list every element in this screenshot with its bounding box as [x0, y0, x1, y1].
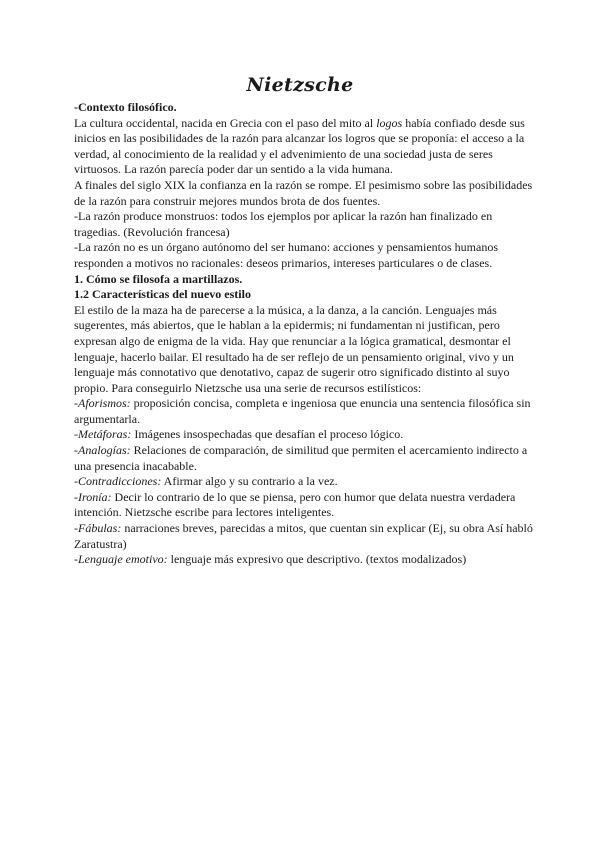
resource-term: -Aforismos: — [74, 396, 131, 411]
document-body — [74, 100, 536, 568]
resource-item — [74, 521, 536, 552]
resource-term: -Fábulas: — [74, 521, 122, 536]
resource-item — [74, 474, 536, 490]
resource-item — [74, 490, 536, 521]
resource-text: Imágenes insospechadas que desafían el proceso lógico. — [131, 427, 404, 442]
heading-martillazos: 1. Cómo se filosofa a martillazos. — [74, 271, 243, 286]
heading-contexto: -Contexto filosófico. — [74, 100, 177, 114]
paragraph-cultura-end: había confiado desde sus inicios en las posibilidades de la razón para alcanzar los logros que se proponía: el acceso a la verdad, al conocimiento de la realidad y el advenimiento de una sociedad justa de seres virtuosos. La razón parecía poder dar un sentido a la vida humana. — [74, 115, 525, 177]
resource-text: proposición concisa, completa e ingeniosa que enuncia una sentencia filosófica sin argumentarla. — [74, 396, 531, 426]
resource-text: narraciones breves, parecidas a mitos, que cuentan sin explicar (Ej, su obra Así habló Zaratustra) — [74, 521, 533, 551]
resource-text: Decir lo contrario de lo que se piensa, pero con humor que delata nuestra verdadera intención. Nietzsche escribe para lectores inteligentes. — [74, 489, 516, 520]
page-title: Nietzsche — [246, 74, 354, 96]
paragraph-organo: -La razón no es un órgano autónomo del ser humano: acciones y pensamientos humanos responden a motivos no racionales: deseos primarios, intereses particulares o de clases. — [74, 240, 499, 270]
resource-item — [74, 443, 536, 474]
resource-text: Afirmar algo y su contrario a la vez. — [161, 474, 338, 489]
resource-item — [74, 427, 536, 443]
resource-term: -Ironía: — [74, 489, 112, 504]
term-logos: logos — [376, 115, 403, 130]
resource-term: -Metáforas: — [74, 427, 132, 442]
paragraph-siglo-xix: A finales del siglo XIX la confianza en la razón se rompe. El pesimismo sobre las posibilidades de la razón para construir mejores mundos brota de dos fuentes. — [74, 177, 533, 208]
resource-text: lenguaje más expresivo que descriptivo. (textos modalizados) — [167, 552, 467, 567]
resource-term: -Contradicciones: — [74, 474, 162, 489]
heading-caracteristicas: 1.2 Características del nuevo estilo — [74, 287, 251, 302]
resource-text: Relaciones de comparación, de similitud que permiten el acercamiento indirecto a una presencia inacabable. — [74, 443, 528, 473]
paragraph-cultura-start: La cultura occidental, nacida en Grecia con el paso del mito al — [74, 115, 377, 130]
resource-item — [74, 396, 536, 427]
resource-term: -Lenguaje emotivo: — [74, 552, 168, 567]
resource-item — [74, 552, 536, 568]
paragraph-cultura — [74, 116, 536, 178]
paragraph-monstruos: -La razón produce monstruos: todos los ejemplos por aplicar la razón han finalizado en tragedias. (Revolución francesa) — [74, 209, 493, 239]
paragraph-estilo: El estilo de la maza ha de parecerse a la música, a la danza, a la canción. Lenguajes más sugerentes, más abiertos, que le hablan a la epidermis; ni fundamentan ni justifican, pero expresan algo de enigma de la vida. Hay que renunciar a la lógica gramatical, desmontar el lenguaje, hacerlo bailar. El resultado ha de ser reflejo de un pensamiento original, vivo y un lenguaje más connotativo que denotativo, capaz de sugerir otro significado distinto al suyo propio. Para conseguirlo Nietzsche usa una serie de recursos estilísticos: — [74, 302, 514, 395]
resource-term: -Analogías: — [74, 443, 131, 458]
